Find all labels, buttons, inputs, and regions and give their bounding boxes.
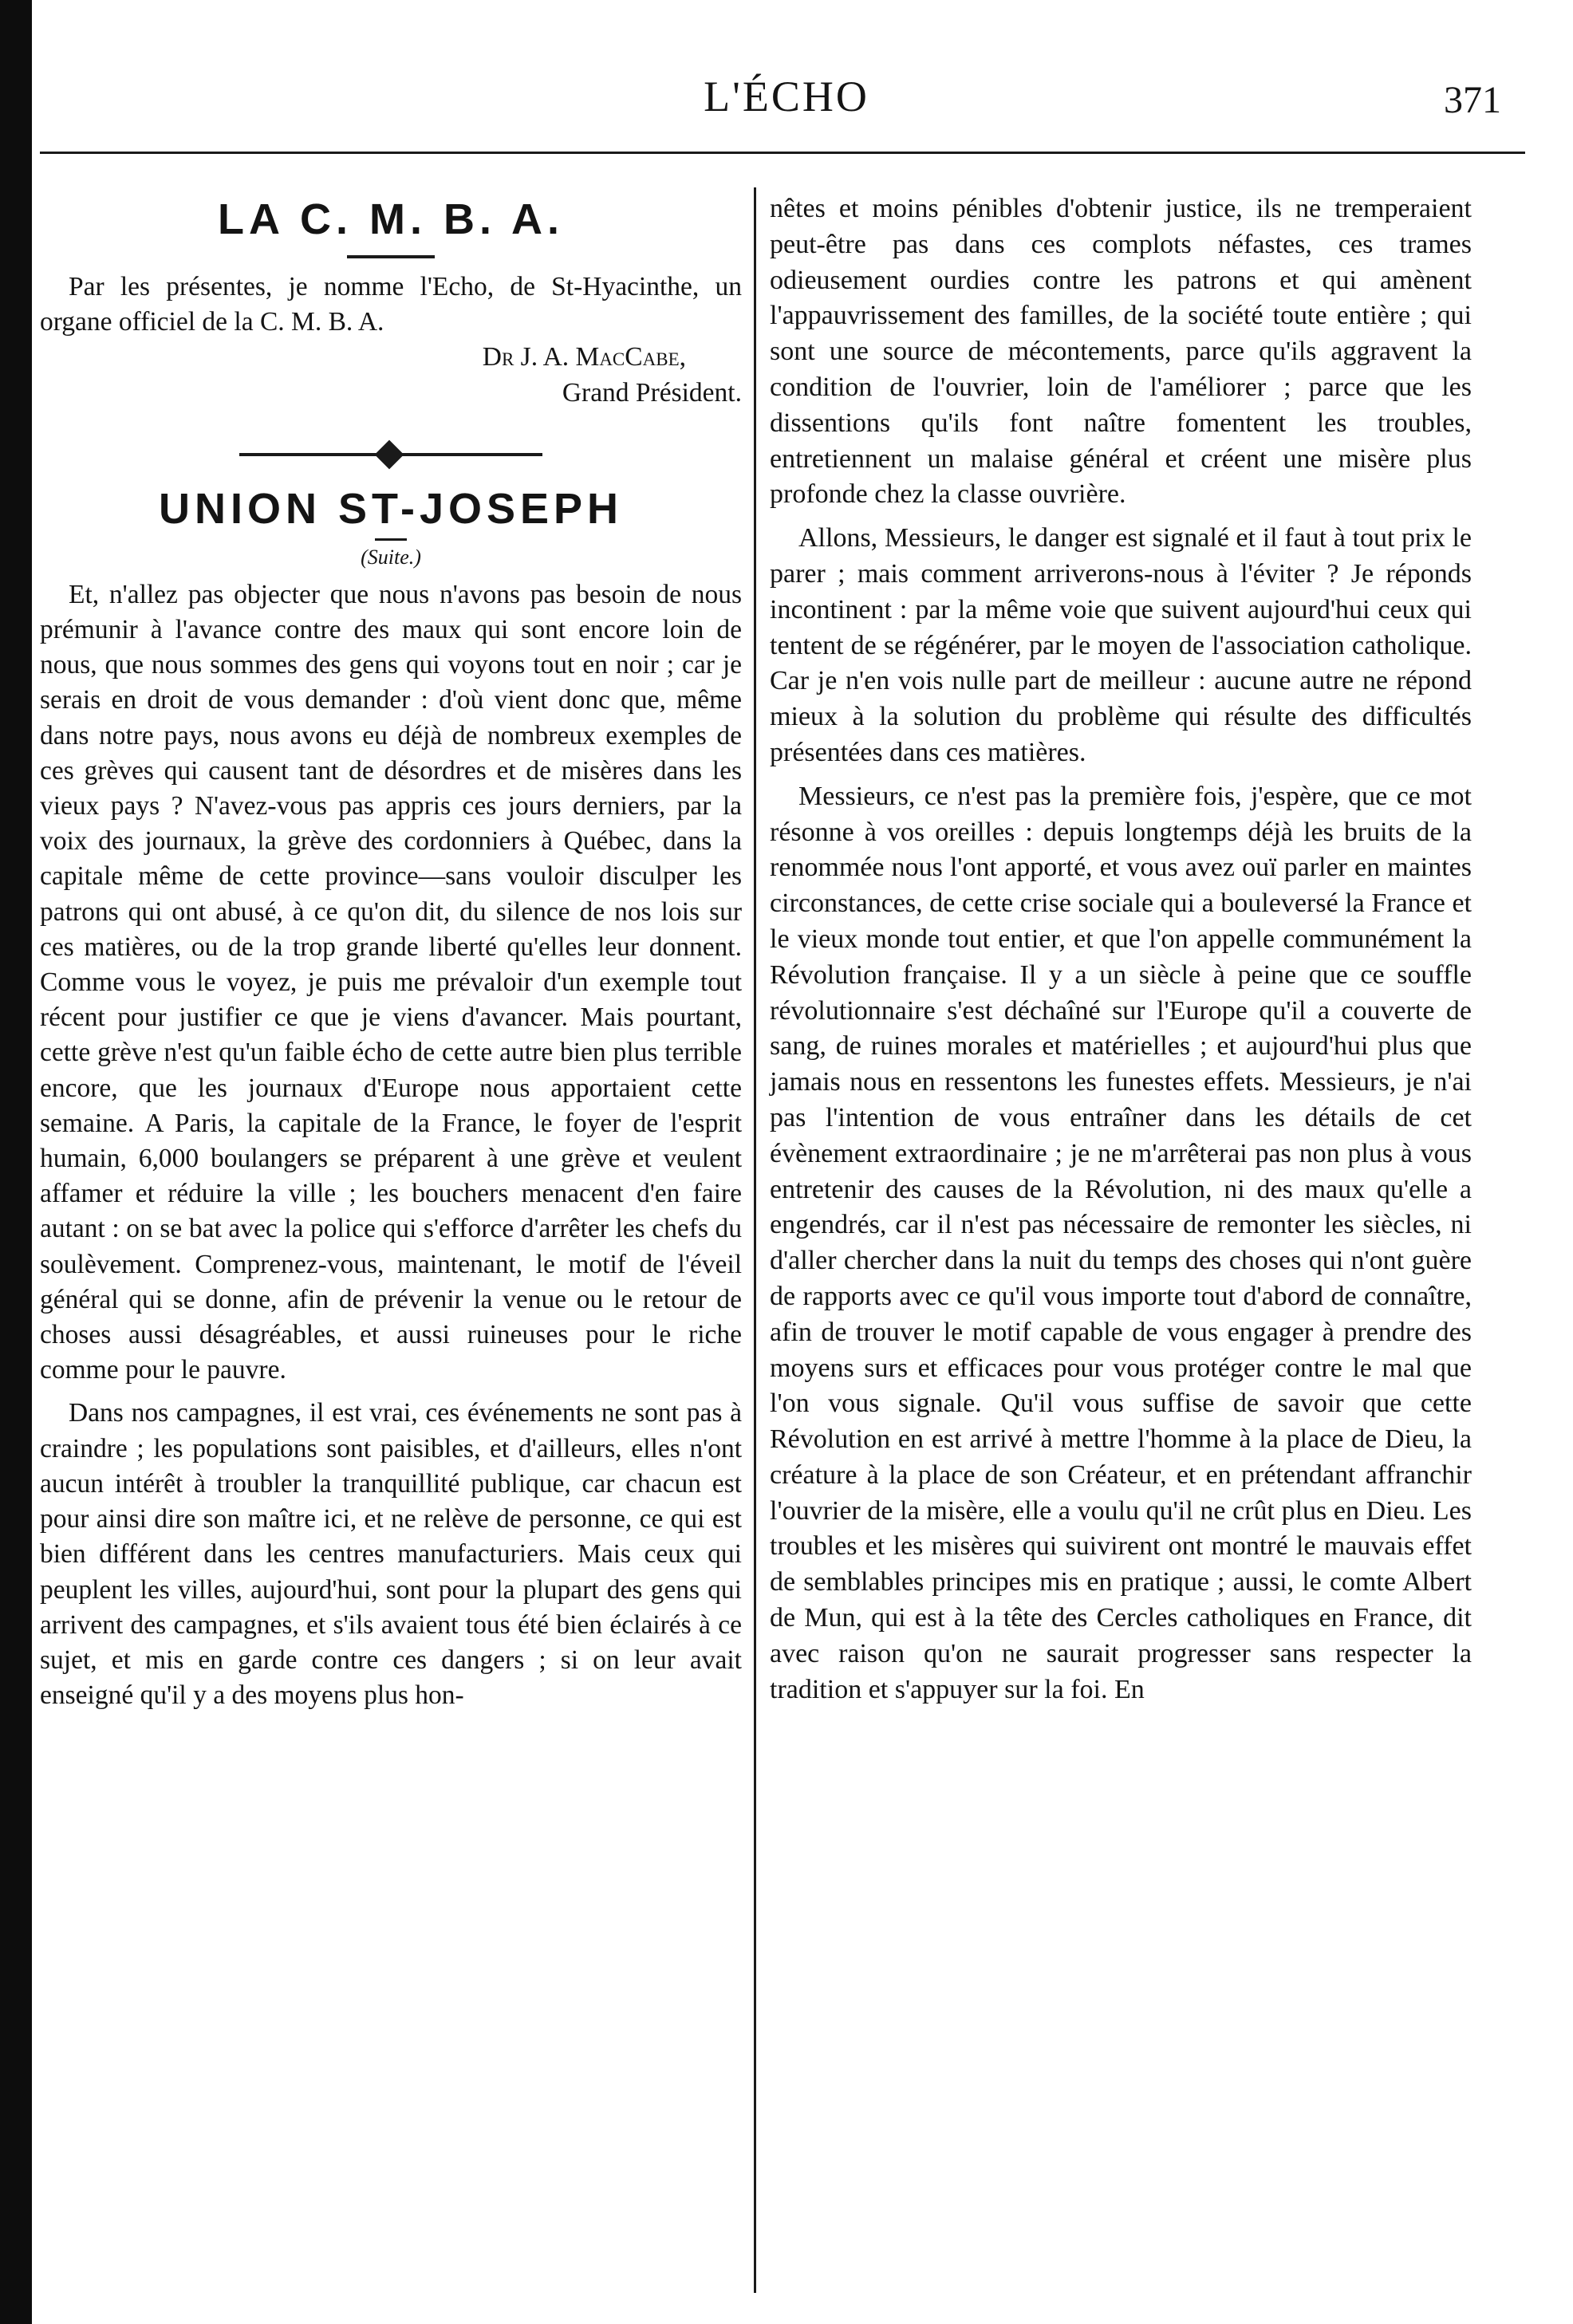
right-column xyxy=(770,191,1472,1715)
page-header xyxy=(48,56,1525,136)
signature-name: Dr J. A. MacCabe, xyxy=(482,342,686,372)
title-rule xyxy=(375,538,407,541)
article-paragraph: Allons, Messieurs, le danger est signalé et il faut à tout prix le parer ; mais comment arriverons-nous à l'éviter ? Je réponds incontinent : par la même voie que suivent aujourd'hui ceux qui tentent de se régénérer, par le moyen de l'association catholique. Car je n'en vois nulle part de meilleur : aucune autre ne répond mieux à la solution du problème qui résulte des difficultés présentées dans ces matières. xyxy=(770,523,1472,767)
column-rule xyxy=(754,187,756,2293)
signature-title: Grand Président. xyxy=(562,377,742,408)
article-paragraph: nêtes et moins pénibles d'obtenir justice, ils ne tremperaient peut-être pas dans ces complots néfastes, ces trames odieusement ourdies contre les patrons et qui amènent l'appauvrissement des familles, de la société toute entière ; qui sont une source de mécontements, parce qu'ils aggravent la condition de l'ouvrier, loin de l'améliorer ; parce que les dissentions qu'ils font naître fomentent les troubles, entretiennent un malaise général et créent une misère plus profonde chez la classe ouvrière. xyxy=(770,194,1472,510)
ornamental-divider xyxy=(239,443,542,467)
continued-label: (Suite.) xyxy=(361,545,421,569)
binding-edge xyxy=(0,0,32,2324)
header-rule xyxy=(40,152,1525,154)
union-title: UNION ST-JOSEPH xyxy=(158,484,624,533)
running-head: L'ÉCHO xyxy=(704,73,869,120)
cmba-text: Par les présentes, je nomme l'Echo, de St-Hyacinthe, un organe officiel de la C. M. B. A. xyxy=(40,272,742,337)
cmba-notice xyxy=(40,195,742,411)
title-rule xyxy=(347,255,435,258)
left-column xyxy=(40,191,742,1721)
page-number: 371 xyxy=(1444,79,1501,121)
article-paragraph: Dans nos campagnes, il est vrai, ces événements ne sont pas à craindre ; les populations sont paisibles, et d'ailleurs, elles n'ont aucun intérêt à troubler la tranquillité publique, car chacun est pour ainsi dire son maître ici, et ne relève de personne, ce qui est bien différent dans les centres manufacturiers. Mais ceux qui peuplent les villes, aujourd'hui, sont pour la plupart des gens qui arrivent des campagnes, et s'ils avaient tous été bien éclairés à ce sujet, et mis en garde contre ces dangers ; si on leur avait enseigné qu'il y a des moyens plus hon- xyxy=(40,1398,742,1711)
union-article xyxy=(40,484,742,1714)
article-paragraph: Et, n'allez pas objecter que nous n'avons pas besoin de nous prémunir à l'avance contre des maux qui sont encore loin de nous, que nous sommes des gens qui voyons tout en noir ; car je serais en droit de vous demander : d'où vient donc que, même dans notre pays, nous avons eu déjà de nombreux exemples de ces grèves qui causent tant de désordres et de misères dans les vieux pays ? N'avez-vous pas appris ces jours derniers, par la voix des journaux, la grève des cordonniers à Québec, dans la capitale même de cette province—sans vouloir disculper les patrons qui ont abusé, à ce qu'on dit, du silence de nos lois sur ces matières, ou de la trop grande liberté qu'elles leur donnent. Comme vous le voyez, je puis me prévaloir d'un exemple tout récent pour justifier ce que je viens d'avancer. Mais pourtant, cette grève n'est qu'un faible écho de cette autre bien plus terrible encore, que les journaux d'Europe nous apportaient cette semaine. A Paris, la capitale de la France, le foyer de l'esprit humain, 6,000 boulangers se préparent à une grève et veulent affamer et réduire la ville ; les bouchers menacent d'en faire autant : on se bat avec la police qui s'efforce d'arrêter les chefs du soulèvement. Comprenez-vous, maintenant, le motif de l'éveil général qui se donne, afin de prévenir la venue ou le retour de choses aussi désagréables, et aussi ruineuses pour le riche comme pour le pauvre. xyxy=(40,579,742,1385)
cmba-title: LA C. M. B. A. xyxy=(218,195,564,243)
article-paragraph: Messieurs, ce n'est pas la première fois, j'espère, que ce mot résonne à vos oreilles : depuis longtemps déjà les bruits de la renommée nous l'ont apporté, et vous avez ouï parler en maintes circonstances, de cette crise sociale qui a bouleversé la France et le vieux monde tout entier, et que l'on appelle communément la Révolution française. Il y a un siècle à peine que ce souffle révolutionnaire s'est déchaîné sur l'Europe qu'il a couverte de sang, de ruines morales et matérielles ; et aujourd'hui plus que jamais nous en ressentons les funestes effets. Messieurs, je n'ai pas l'intention de vous entraîner dans les détails de cet évènement extraordinaire ; je ne m'arrêterai pas non plus à vous entretenir des causes de la Révolution, ni des maux qu'elle a engendrés, car il n'est pas nécessaire de remonter les siècles, ni d'aller chercher dans la nuit du temps des choses qui n'ont guère de rapports avec ce qu'il vous importe tout d'abord de connaître, afin de trouver le motif capable de vous engager à prendre des moyens surs et efficaces pour vous protéger contre le mal que l'on vous signale. Qu'il vous suffise de savoir que cette Révolution en est arrivé à mettre l'homme à la place de Dieu, la créature à la place de son Créateur, et en prétendant affranchir l'ouvrier de la misère, elle a voulu qu'il ne crût plus en Dieu. Les troubles et les misères qui suivirent ont montré le mauvais effet de semblables principes mis en pratique ; aussi, le comte Albert de Mun, qui est à la tête des Cercles catholiques en France, dit avec raison qu'on ne saurait progresser sans respecter la tradition et s'appuyer sur la foi. En xyxy=(770,781,1472,1704)
